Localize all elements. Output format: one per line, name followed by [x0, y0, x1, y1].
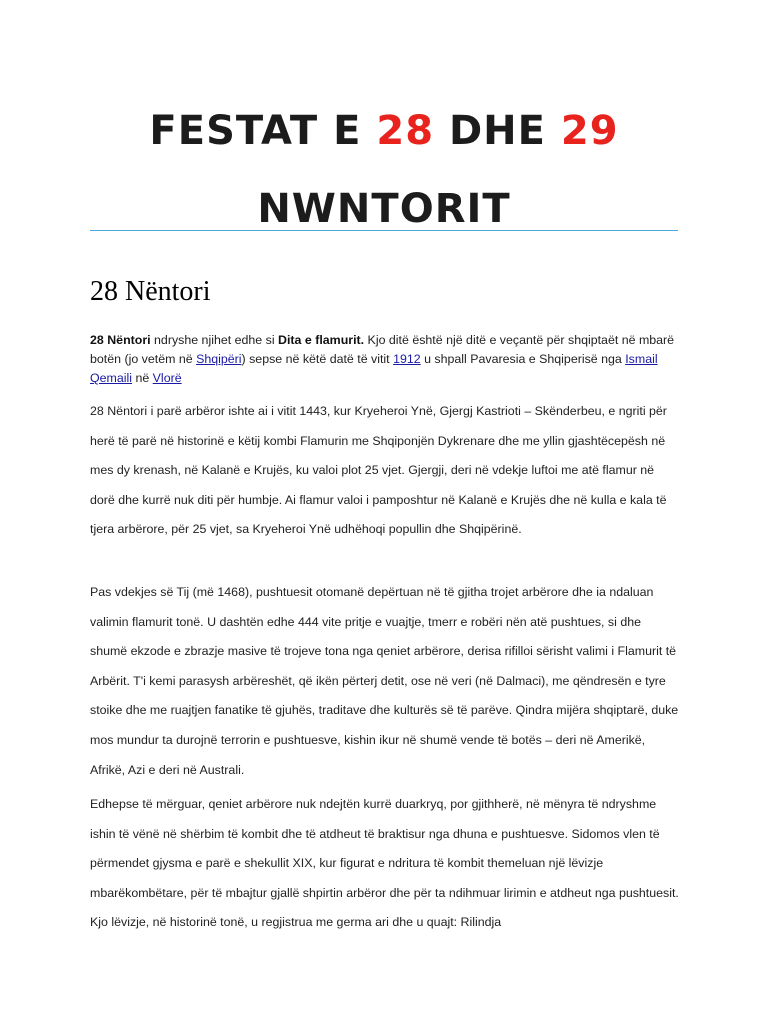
intro-text-1: ndryshe njihet edhe si [150, 333, 279, 347]
title-number-28: 28 [376, 108, 435, 154]
intro-text-3: ) sepse në këtë datë të vitit [241, 352, 394, 366]
title-part-festat: FESTAT E [149, 108, 377, 154]
intro-paragraph [90, 331, 680, 388]
bold-flag-day: Dita e flamurit. [278, 333, 365, 347]
intro-text-4: u shpall Pavaresia e Shqiperisë nga [420, 352, 626, 366]
link-1912[interactable]: 1912 [393, 352, 421, 366]
page-title [90, 92, 678, 248]
title-divider [90, 230, 678, 231]
title-part-dhe: DHE [434, 108, 561, 154]
paragraph-rilindja: Edhepse të mërguar, qeniet arbërore nuk ndejtën kurrë duarkryq, por gjithherë, në mënyra të ndryshme ishin të vënë në shërbim të kombit dhe të atdheut të braktisur nga dhuna e pushtuesve. Sidomos vlen të përmendet gjysma e parë e shekullit XIX, kur figurat e ndritura të kombit themeluan një lëvizje mbarëkombëtare, për të mbajtur gjallë shpirtin arbëror dhe për ta ndihmuar lirimin e atdheut nga pushtuesit. Kjo lëvizje, në historinë tonë, u regjistrua me germa ari dhe u quajt: Rilindja [90, 797, 679, 930]
section-heading: 28 Nëntori [90, 276, 211, 307]
link-shqiperi[interactable]: Shqipëri [196, 352, 242, 366]
title-number-29: 29 [560, 108, 619, 154]
paragraph-ottoman: Pas vdekjes së Tij (më 1468), pushtuesit otomanë depërtuan në të gjitha trojet arbërore dhe ia ndaluan valimin flamurit tonë. U dashtën edhe 444 vite pritje e vuajtje, tmerr e robëri nën atë pushtues, si dhe shumë ekzode e zbrazje masive të trojeve tona nga qeniet arbërore, derisa rifilloi sërisht valimi i Flamurit të Arbërit. T'i kemi parasysh arbëreshët, që ikën përterj detit, ose në veri (në Dalmaci), me qëndresën e tyre stoike dhe me ruajtjen fanatike të gjuhës, traditave dhe kulturës së të parëve. Qindra mijëra shqiptarë, duke mos mundur ta durojnë terrorin e pushtuesve, kishin ikur në shumë vende të botës – deri në Amerikë, Afrikë, Azi e deri në Australi. [90, 585, 679, 777]
bold-date: 28 Nëntori [90, 333, 151, 347]
paragraph-skanderbeg: 28 Nëntori i parë arbëror ishte ai i vitit 1443, kur Kryeheroi Ynë, Gjergj Kastrioti – Skënderbeu, e ngriti për herë të parë në historinë e këtij kombi Flamurin me Shqiponjën Dykrenare dhe me yllin gjashtëcepësh në mes dy krenash, në Kalanë e Krujës, ku valoi plot 25 vjet. Gjergji, deri në vdekje luftoi me atë flamur në dorë dhe kurrë nuk diti për humbje. Ai flamur valoi i pamposhtur në Kalanë e Krujës dhe në kulla e kala të tjera arbërore, për 25 vjet, sa Kryeheroi Ynë udhëhoqi popullin dhe Shqipërinë. [90, 404, 667, 537]
intro-text-5: në [132, 371, 153, 385]
title-part-nwntorit: NWNTORIT [257, 186, 511, 232]
link-ismail-qemaili[interactable]: Ismail Qemaili [90, 352, 658, 385]
link-vlore[interactable]: Vlorë [152, 371, 182, 385]
intro-text-2: Kjo ditë është një ditë e veçantë për shqiptaët në mbarë botën (jo vetëm në [90, 333, 675, 366]
